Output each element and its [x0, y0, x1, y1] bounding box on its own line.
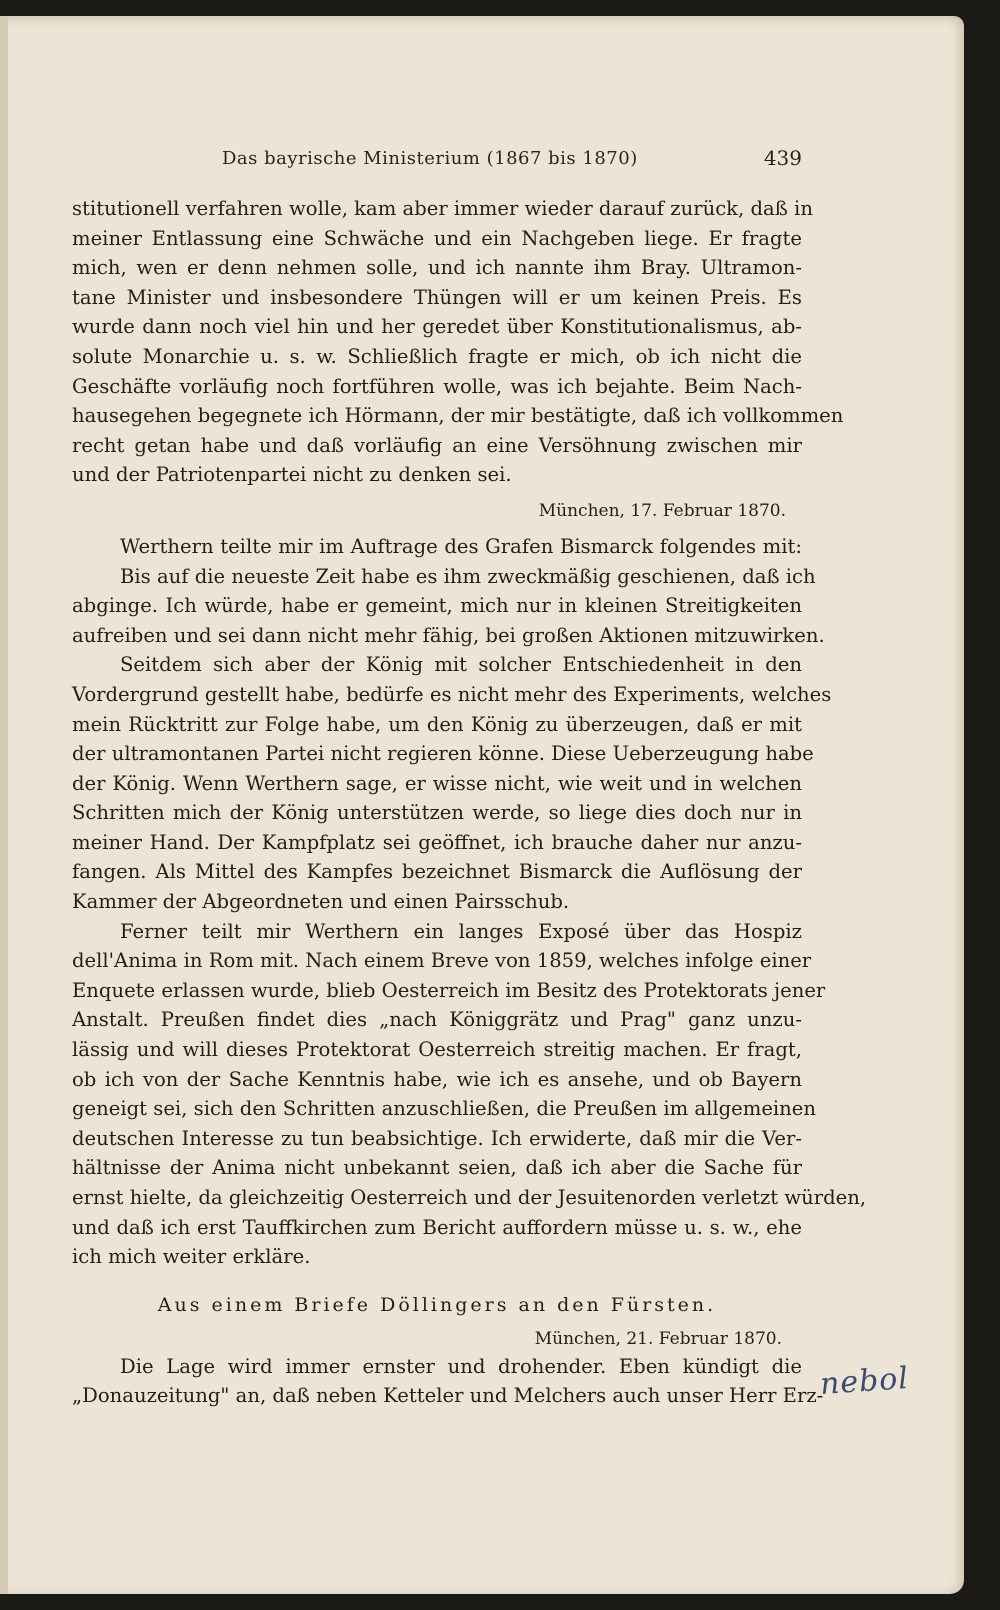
text-line: stitutionell verfahren wolle, kam aber immer wieder darauf zurück, daß in [72, 197, 813, 220]
text-line: Schritten mich der König unterstützen werde, so liege dies doch nur in [72, 801, 802, 825]
text-line: Geschäfte vorläufig noch fortführen wolle, was ich bejahte. Beim Nach- [72, 374, 802, 398]
text-line: aufreiben und sei dann nicht mehr fähig, bei großen Aktionen mitzuwirken. [72, 623, 825, 647]
text-line: meiner Entlassung eine Schwäche und ein Nachgeben liege. Er fragte [72, 226, 802, 250]
page-gutter [0, 16, 8, 1594]
text-line: Anstalt. Preußen findet dies „nach Königgrätz und Prag" ganz unzu- [72, 1008, 802, 1032]
text-line: deutschen Interesse zu tun beabsichtige. Ich erwiderte, daß mir die Ver- [72, 1126, 802, 1150]
running-head: Das bayrische Ministerium (1867 bis 1870) [222, 148, 638, 169]
text-line: abginge. Ich würde, habe er gemeint, mich nur in kleinen Streitigkeiten [72, 594, 802, 618]
dateline: München, 17. Februar 1870. [538, 500, 786, 521]
text-line: recht getan habe und daß vorläufig an eine Versöhnung zwischen mir [72, 433, 802, 457]
page-header [72, 146, 802, 176]
text-line: geneigt sei, sich den Schritten anzuschließen, die Preußen im allgemeinen [72, 1097, 817, 1121]
text-line: der ultramontanen Partei nicht regieren könne. Diese Ueberzeugung habe [72, 742, 814, 766]
text-line: Vordergrund gestellt habe, bedürfe es nicht mehr des Experiments, welches [72, 682, 832, 706]
text-line: hältnisse der Anima nicht unbekannt seien, daß ich aber die Sache für [72, 1156, 802, 1180]
page-number: 439 [763, 146, 802, 170]
text-line: solute Monarchie u. s. w. Schließlich fragte er mich, ob ich nicht die [72, 344, 802, 368]
text-line: Die Lage wird immer ernster und drohender. Eben kündigt die [120, 1354, 802, 1378]
text-line: Enquete erlassen wurde, blieb Oesterreich im Besitz des Protektorats jener [72, 978, 826, 1002]
text-line: hausegehen begegnete ich Hörmann, der mir bestätigte, daß ich vollkommen [72, 404, 844, 428]
text-line: Bis auf die neueste Zeit habe es ihm zweckmäßig geschienen, daß ich [120, 564, 816, 588]
text-line: ernst hielte, da gleichzeitig Oesterreich und der Jesuitenorden verletzt würden, [72, 1186, 867, 1209]
text-line: mich, wen er denn nehmen solle, und ich nannte ihm Bray. Ultramon- [72, 256, 802, 280]
section-heading: Aus einem Briefe Döllingers an den Fürsten. [157, 1293, 717, 1316]
text-line: lässig und will dieses Protektorat Oesterreich streitig machen. Er fragt, [72, 1038, 802, 1062]
text-line: Ferner teilt mir Werthern ein langes Exposé über das Hospiz [120, 919, 802, 943]
text-line: wurde dann noch viel hin und her geredet über Konstitutionalismus, ab- [72, 315, 802, 339]
text-line: der König. Wenn Werthern sage, er wisse nicht, wie weit und in welchen [72, 771, 802, 795]
text-line: dell'Anima in Rom mit. Nach einem Breve von 1859, welches infolge einer [72, 949, 812, 973]
text-line: mein Rücktritt zur Folge habe, um den König zu überzeugen, daß er mit [72, 712, 802, 736]
text-line: Werthern teilte mir im Auftrage des Grafen Bismarck folgendes mit: [120, 534, 802, 558]
text-line: Seitdem sich aber der König mit solcher Entschiedenheit in den [120, 653, 802, 677]
text-line: ob ich von der Sache Kenntnis habe, wie ich es ansehe, und ob Bayern [72, 1067, 802, 1091]
text-line: und daß ich erst Tauffkirchen zum Bericht auffordern müsse u. s. w., ehe [72, 1215, 802, 1239]
text-line: Kammer der Abgeordneten und einen Pairsschub. [72, 890, 570, 914]
text-line: fangen. Als Mittel des Kampfes bezeichnet Bismarck die Auflösung der [72, 860, 802, 884]
dateline: München, 21. Februar 1870. [534, 1328, 782, 1349]
handwritten-margin-note: nebol [818, 1360, 911, 1403]
text-line: und der Patriotenpartei nicht zu denken sei. [72, 463, 512, 487]
text-line: ich mich weiter erkläre. [72, 1245, 311, 1269]
text-line: tane Minister und insbesondere Thüngen will er um keinen Preis. Es [72, 285, 802, 309]
text-line: meiner Hand. Der Kampfplatz sei geöffnet, ich brauche daher nur anzu- [72, 830, 802, 854]
text-line: „Donauzeitung" an, daß neben Ketteler und Melchers auch unser Herr Erz- [72, 1384, 824, 1408]
